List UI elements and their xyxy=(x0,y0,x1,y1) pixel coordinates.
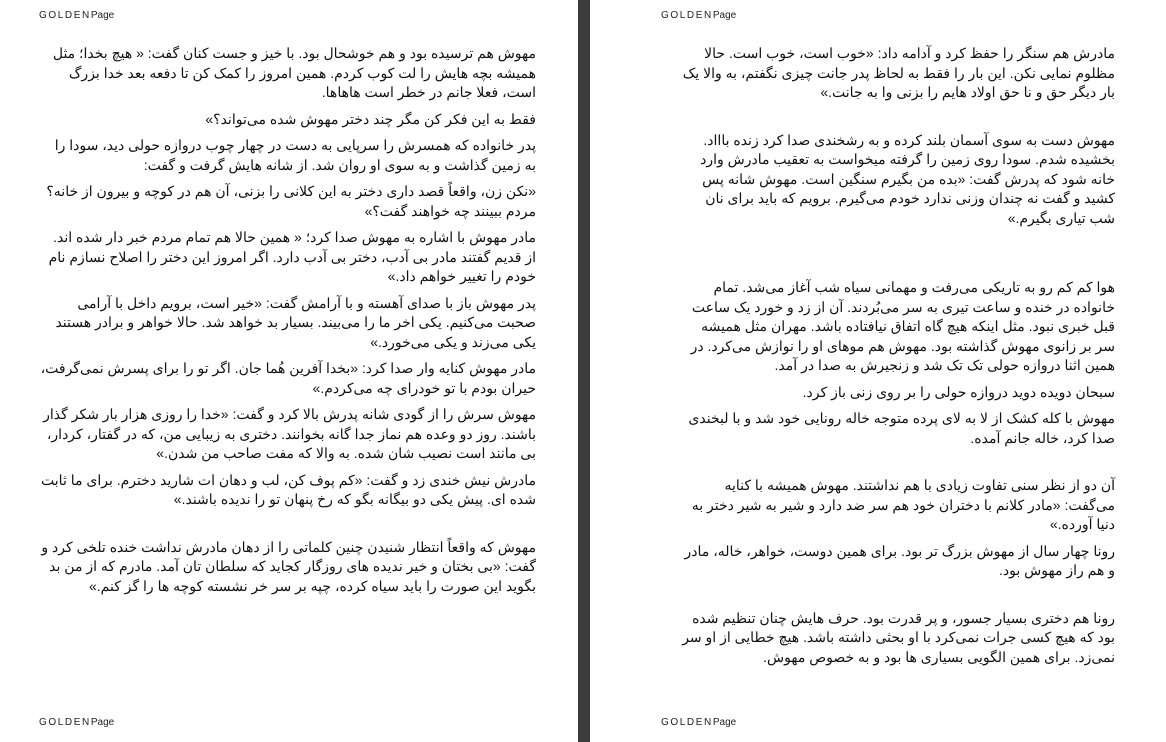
paragraph: مهوش هم ترسیده بود و هم خوشحال بود. با خیز و جست کنان گفت: « هیچ بخدا؛ مثل همیشه بچه هایش را لت کوب کردم. همین امروز را کمک کن تا دفعه بعد خدا بزرگ است، فعلا جانم در خطر است هاهاها. xyxy=(52,45,536,100)
paragraph: مهوش دست به سوی آسمان بلند کرده و به رشخندی صدا کرد زنده باااد. بخشیده شدم. سودا روی زمین را گرفته میخواست به تعقیب مادرش وارد خانه شود که پدرش گفت: «بده من بگیرم سنگین است. مهوش شانه پس کشید و گفت نه چندان وزنی ندارد خودم می‌گیرم. برویم که باید برای نان شب تیاری بگیرم.» xyxy=(700,131,1115,226)
paragraph: «نکن زن، واقعاً قصد داری دختر به این کلانی را بزنی، آن هم در کوچه و بیرون از خانه؟ مردم ببینند چه خواهند گفت؟» xyxy=(46,183,536,219)
paragraph: رونا هم دختری بسیار جسور، و پر قدرت بود. حرف هایش چنان تنظیم شده بود که هیچ کسی جرات نمی‌کرد با او بحثی داشته باشد. هیچ خطایی از او سر نمی‌زد. برای همین الگویی بسیاری ها بود و به خصوص مهوش. xyxy=(682,609,1115,665)
paragraph: مهوش که واقعاً انتظار شنیدن چنین کلماتی را از دهان مادرش نداشت خنده تلخی کرد و گفت: «بی بختان و خیر ندیده های روزگار کجاید که سلطان تان آمد. مادرم که از من بد بگوید این صورت را باید سیاه کرده، چپه بر سر خر نشسته کوچه ها را گز کنم.» xyxy=(41,538,536,594)
paragraph: مادر مهوش کنایه وار صدا کرد: «بخدا آفرین هُما جان. اگر تو را برای پسرش نمی‌گرفت، حیران بودم با تو خودرای چه می‌کردم.» xyxy=(40,360,536,396)
paragraph: مهوش با کله کشک از لا به لای پرده متوجه خاله رونایی خود شد و با لبخندی صدا کرد، خاله جانم آمده. xyxy=(688,410,1115,446)
page-divider xyxy=(578,0,590,742)
page-header xyxy=(661,10,736,21)
paragraph: مادرش هم سنگر را حفظ کرد و آدامه داد: «خوب است، خوب است. حالا مظلوم نمایی نکن. این بار را فقط به لحاظ پدر جانت چیزی نگفتم، به والا یک بار دیگر حق و نا حق اولاد هایم را بزنی وا به جانت.» xyxy=(682,45,1115,100)
page-header xyxy=(39,10,114,21)
footer-brand: GOLDEN xyxy=(39,717,91,728)
paragraph: سبحان دویده دوید دروازه حولی را بر روی زنی باز کرد. xyxy=(802,383,1115,400)
paragraph: مهوش سرش را از گودی شانه پدرش بالا کرد و گفت: «خدا را روزی هزار بار شکر گذار باشند. روز دو وعده هم نماز جدا گانه بخوانند. دختری به زیبایی من، که در گفتار، کردار، بی مانند است نصیب شان شده. به والا که مفت صاحب من شدن.» xyxy=(43,406,536,461)
page-body xyxy=(678,44,1115,674)
left-page xyxy=(0,0,578,742)
paragraph: مادر مهوش با اشاره به مهوش صدا کرد؛ « همین حالا هم تمام مردم خبر دار شده اند. از قدیم گفتند مادر بی آدب، دختر بی آدب دارد. اگر امروز این دختر را اصلاح نسازم نام خودم را تغییر خواهم داد.» xyxy=(48,229,536,284)
paragraph: هوا کم کم رو به تاریکی می‌رفت و مهمانی سیاه شب آغاز می‌شد. تمام خانواده در خنده و ساعت تیری به سر می‌بُردند. آن از زد و خورد یک ساعت قبل خبری نبود. مثل اینکه هیچ گاه اتفاق نیافتاده باشد. مهران مثل همیشه سر بر زانوی مهوش گذاشته بود. مهوش هم موهای او را نوازش می‌کرد. در همین اثنا دروازه حولی تک تک شد و زنجیرش به صدا در آمد. xyxy=(690,279,1115,373)
page-footer xyxy=(661,717,736,728)
header-suffix: Page xyxy=(90,10,115,21)
right-page xyxy=(590,0,1166,742)
footer-suffix: Page xyxy=(712,717,737,728)
page-body xyxy=(40,44,536,603)
paragraph: آن دو از نظر سنی تفاوت زیادی با هم نداشتند. مهوش همیشه با کنایه می‌گفت: «مادر کلانم با دختران خود هم سر ضد دارد و شیر به شیر دختر به دنیا آورده.» xyxy=(691,477,1115,532)
paragraph: پدر خانواده که همسرش را سرپایی به دست در چهار چوب دروازه حولی دید، سودا را به زمین گذاشت و به سوی او روان شد. از شانه هایش گرفت و گفت: xyxy=(54,137,536,173)
page-footer xyxy=(39,717,114,728)
header-brand: GOLDEN xyxy=(39,10,91,21)
header-brand: GOLDEN xyxy=(661,10,713,21)
footer-brand: GOLDEN xyxy=(661,717,713,728)
paragraph: مادرش نیش خندی زد و گفت: «کم پوف کن، لب و دهان ات شارید دخترم. برای ما ثابت شده ای. پیش یکی دو بیگانه بگو که رخ پنهان تو را ندیده باشند.» xyxy=(41,471,536,507)
paragraph: فقط به این فکر کن مگر چند دختر مهوش شده می‌تواند؟» xyxy=(205,110,536,127)
header-suffix: Page xyxy=(712,10,737,21)
paragraph: پدر مهوش باز با صدای آهسته و با آرامش گفت: «خیر است، برویم داخل با آرامی صحبت می‌کنیم. یکی اخر ما را می‌بیند. بسیار بد خواهد شد. حالا خواهر و برادر هستند یکی می‌زند و یکی می‌خورد.» xyxy=(55,294,536,350)
paragraph: رونا چهار سال از مهوش بزرگ تر بود. برای همین دوست، خواهر، خاله، مادر و هم راز مهوش بود. xyxy=(684,542,1115,578)
footer-suffix: Page xyxy=(90,717,115,728)
